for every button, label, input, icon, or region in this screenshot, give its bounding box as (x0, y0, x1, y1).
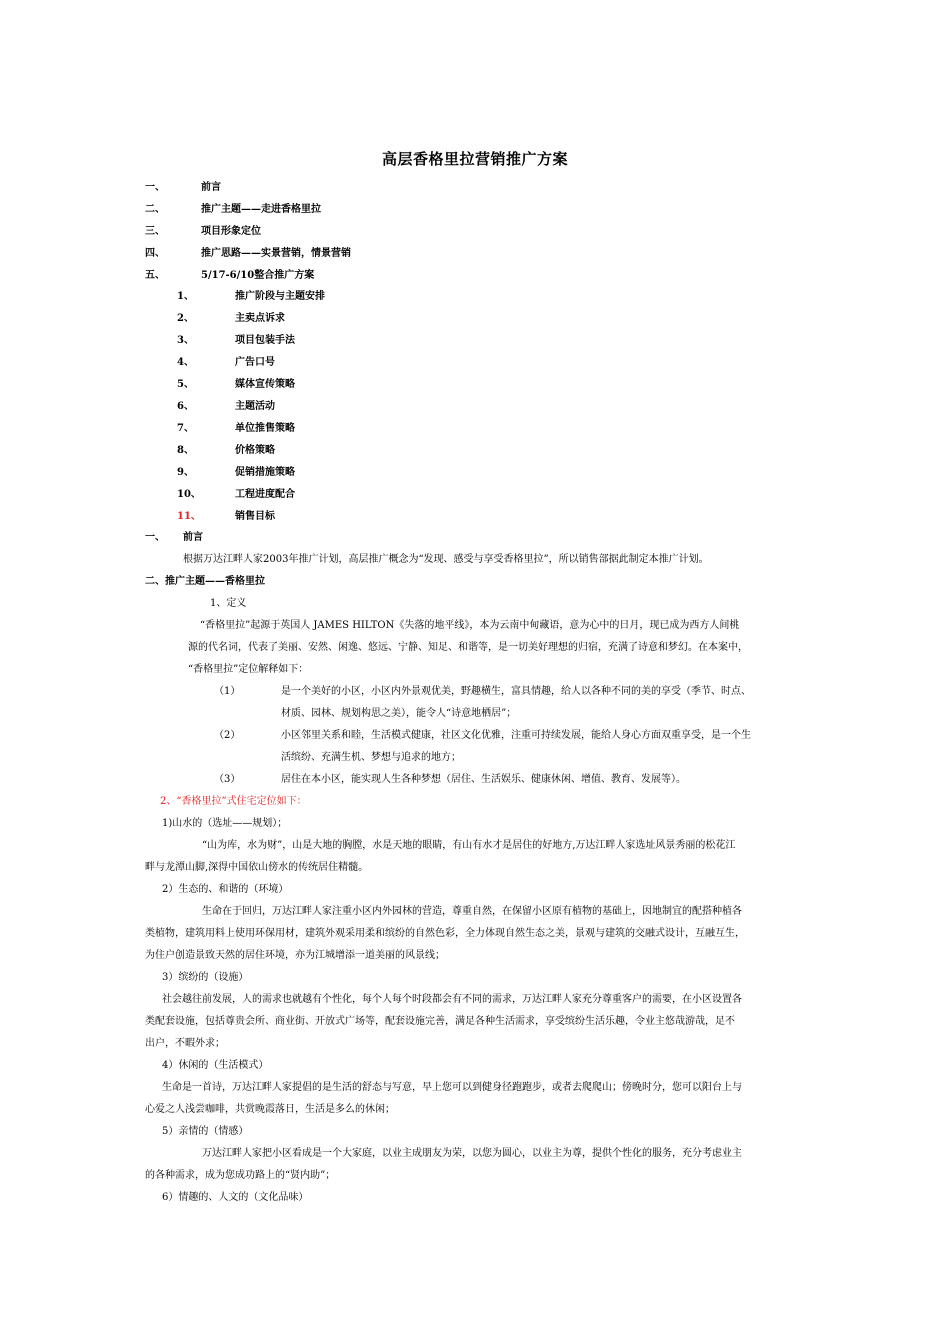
section-1-number: 一、 (145, 532, 165, 543)
definition-item-text: 小区邻里关系和睦，生活模式健康，社区文化优雅，注重可持续发展，能给人身心方面双重享受，是一个生 (281, 730, 751, 741)
definition-item-text: 居住在本小区，能实现人生各种梦想（居住、生活娱乐、健康休闲、增值、教育、发展等）。 (281, 774, 686, 785)
point-3-line: 出户，不暇外求； (145, 1038, 225, 1049)
toc-subitem-number: 6、 (177, 401, 194, 412)
toc-subitem (177, 443, 577, 459)
toc-subitem-number: 1、 (177, 291, 194, 302)
toc-item (145, 224, 545, 240)
toc-subitem-label: 工程进度配合 (235, 489, 295, 500)
point-1-line: 畔与龙潭山脚,深得中国依山傍水的传统居住精髓。 (145, 862, 369, 873)
point-5-line: 的各种需求，成为您成功路上的“贤内助”； (145, 1170, 336, 1181)
positioning-heading: 2、“香格里拉”式住宅定位如下： (160, 796, 307, 807)
toc-item-number: 五、 (145, 270, 165, 281)
toc-subitem (177, 377, 577, 393)
toc-subitem (177, 399, 577, 415)
definition-item-number: （3） (214, 774, 241, 785)
toc-item (145, 202, 545, 218)
toc-subitem-number: 3、 (177, 335, 194, 346)
point-3-line: 类配套设施，包括尊贵会所、商业街、开放式广场等，配套设施完善，满足各种生活需求，享受缤纷生活乐趣，令业主悠哉游哉，足不 (145, 1016, 735, 1027)
point-4-line: 心爱之人浅尝咖啡，共赏晚霞落日，生活是多么的休闲； (145, 1104, 395, 1115)
section-1-title: 前言 (183, 532, 203, 543)
toc-item (145, 180, 545, 196)
toc-subitem (177, 355, 577, 371)
toc-subitem-label: 销售目标 (235, 511, 275, 522)
point-2-line: 生命在于回归，万达江畔人家注重小区内外园林的营造，尊重自然，在保留小区原有植物的基础上，因地制宜的配搭种植各 (202, 906, 742, 917)
toc-item-label: 项目形象定位 (201, 226, 261, 237)
definition-paragraph-line: “香格里拉”定位解释如下： (188, 664, 309, 675)
definition-paragraph-line: “香格里拉”起源于英国人 JAMES HILTON《失落的地平线》，本为云南中甸藏语，意为心中的日月，现已成为西方人间桃 (200, 620, 740, 631)
definition-paragraph-line: 源的代名词，代表了美丽、安然、闲逸、悠远、宁静、知足、和谐等，是一切美好理想的归宿，充满了诗意和梦幻。在本案中， (188, 642, 748, 653)
toc-subitem-label: 项目包装手法 (235, 335, 295, 346)
point-4-line: 生命是一首诗，万达江畔人家提倡的是生活的舒态与写意，早上您可以到健身径跑跑步，或者去爬爬山；傍晚时分，您可以阳台上与 (162, 1082, 742, 1093)
toc-subitem-label: 单位推售策略 (235, 423, 295, 434)
toc-item-number: 一、 (145, 182, 165, 193)
section-2-heading: 二、推广主题——香格里拉 (145, 576, 265, 587)
point-4-heading: 4）休闲的（生活模式） (162, 1060, 269, 1071)
point-1-line: “山为库，水为财”，山是大地的胸膛，水是天地的眼睛，有山有水才是居住的好地方,万达江畔人家选址风景秀丽的松花江 (202, 840, 736, 851)
toc-subitem (177, 311, 577, 327)
section-1-text: 根据万达江畔人家2003年推广计划，高层推广概念为“发现、感受与享受香格里拉”，所以销售部据此制定本推广计划。 (183, 554, 709, 565)
definition-heading: 1、定义 (210, 598, 247, 609)
definition-item-text: 活缤纷、充满生机、梦想与追求的地方； (281, 752, 461, 763)
point-3-line: 社会越往前发展，人的需求也就越有个性化，每个人每个时段都会有不同的需求，万达江畔人家充分尊重客户的需要，在小区设置各 (162, 994, 742, 1005)
toc-subitem (177, 465, 577, 481)
point-3-heading: 3）缤纷的（设施） (162, 972, 249, 983)
toc-subitem-number: 11、 (177, 511, 201, 522)
point-2-line: 为住户创造景致天然的居住环境，亦为江城增添一道美丽的风景线； (145, 950, 445, 961)
toc-subitem (177, 421, 577, 437)
point-5-line: 万达江畔人家把小区看成是一个大家庭，以业主成朋友为荣，以您为圆心，以业主为尊，提供个性化的服务，充分考虑业主 (202, 1148, 742, 1159)
definition-item-number: （1） (214, 686, 241, 697)
toc-subitem-number: 5、 (177, 379, 194, 390)
point-2-heading: 2）生态的、和谐的（环境） (162, 884, 289, 895)
point-1-heading: 1)山水的（选址——规划）； (162, 818, 288, 829)
toc-item-number: 三、 (145, 226, 165, 237)
toc-subitem-label: 媒体宣传策略 (235, 379, 295, 390)
toc-item-number: 四、 (145, 248, 165, 259)
toc-subitem (177, 509, 577, 525)
definition-item-text: 材质、园林、规划构思之美），能令人“诗意地栖居”； (281, 708, 517, 719)
toc-subitem-number: 4、 (177, 357, 194, 368)
page-title: 高层香格里拉营销推广方案 (381, 150, 568, 168)
toc-item-label: 推广主题——走进香格里拉 (201, 204, 321, 215)
toc-subitem-label: 主题活动 (235, 401, 275, 412)
toc-item-label: 5/17-6/10整合推广方案 (201, 270, 315, 281)
toc-item-number: 二、 (145, 204, 165, 215)
toc-subitem (177, 289, 577, 305)
toc-subitem-number: 9、 (177, 467, 194, 478)
definition-item-number: （2） (214, 730, 241, 741)
toc-subitem-label: 促销措施策略 (235, 467, 295, 478)
point-2-line: 类植物，建筑用料上使用环保用材，建筑外观采用柔和缤纷的自然色彩，全力体现自然生态之美，景观与建筑的交融式设计，互融互生， (145, 928, 745, 939)
toc-subitem-label: 推广阶段与主题安排 (235, 291, 325, 302)
toc-item (145, 246, 545, 262)
definition-item-text: 是一个美好的小区，小区内外景观优美，野趣横生，富具情趣，给人以各种不同的美的享受（季节、时点、 (281, 686, 751, 697)
toc-subitem-label: 广告口号 (235, 357, 275, 368)
toc-subitem-label: 主卖点诉求 (235, 313, 285, 324)
point-6-heading: 6）情趣的、人文的（文化品味） (162, 1192, 309, 1203)
toc-subitem (177, 487, 577, 503)
point-5-heading: 5）亲情的（情感） (162, 1126, 249, 1137)
toc-item-label: 推广思路——实景营销，情景营销 (201, 248, 351, 259)
toc-item (145, 268, 545, 284)
toc-subitem (177, 333, 577, 349)
toc-item-label: 前言 (201, 182, 221, 193)
toc-subitem-number: 10、 (177, 489, 201, 500)
toc-subitem-number: 7、 (177, 423, 194, 434)
toc-subitem-label: 价格策略 (235, 445, 275, 456)
toc-subitem-number: 8、 (177, 445, 194, 456)
toc-subitem-number: 2、 (177, 313, 194, 324)
